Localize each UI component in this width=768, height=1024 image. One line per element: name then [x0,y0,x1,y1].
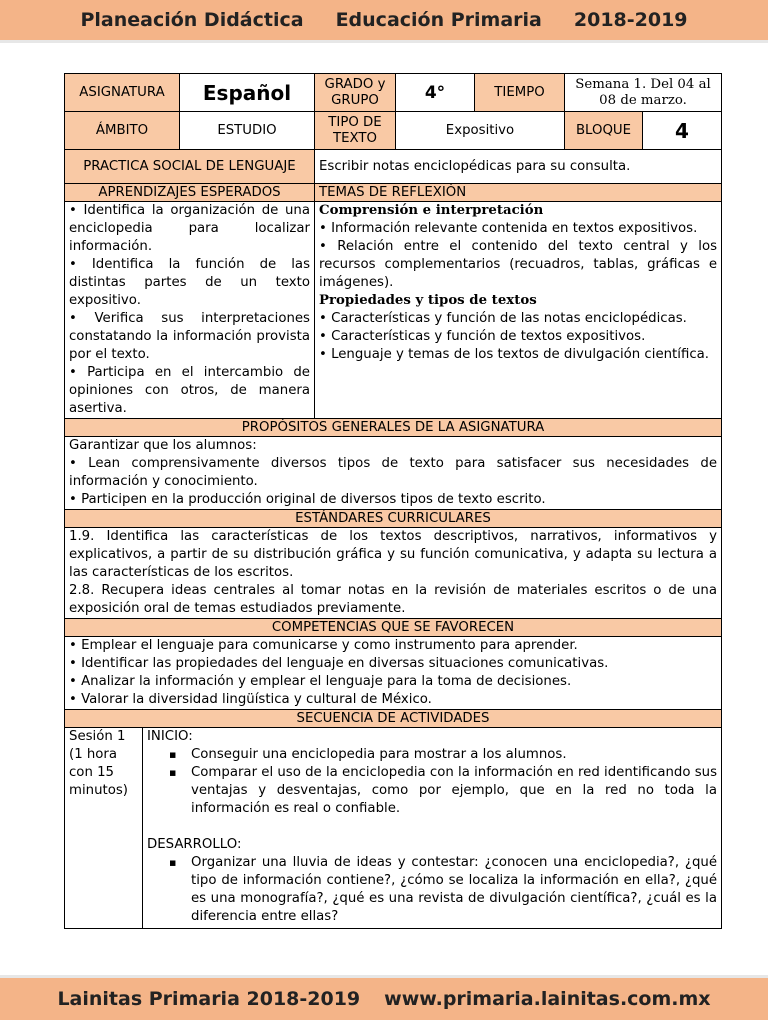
list-item: • Lenguaje y temas de los textos de divulgación científica. [319,347,710,362]
ambito-value: ESTUDIO [180,112,315,150]
list-item: • Relación entre el contenido del texto central y los recursos complementarios (recuadros, tablas, gráficas e imágenes). [319,239,718,290]
header-title: Planeación Didáctica [80,9,304,31]
header-level: Educación Primaria [335,9,542,31]
list-item: • Verifica sus interpretaciones constatando la información provista por el texto. [69,311,310,362]
inicio-label: INICIO: [147,729,193,744]
competencias-body [65,637,722,710]
list-item: 1.9. Identifica las características de los textos descriptivos, narrativos, informativos y explicativos, a partir de su distribución gráfica y su función comunicativa, y adapta su lectura a las características de los escritos. [69,529,718,580]
list-item: • Información relevante contenida en textos expositivos. [319,221,698,236]
list-item: ▪ Organizar una lluvia de ideas y contestar: ¿conocen una enciclopedia?, ¿qué tipo de información contiene?, ¿cómo se localiza la información en ella?, ¿qué es una monografía?, ¿qué es una revista de divulgación científica?, ¿cuál es la diferencia entre ellas? [191,854,717,926]
temas-list [315,202,722,419]
propositos-body [65,437,722,510]
grado-label: GRADO y GRUPO [315,74,396,112]
estandares-header: ESTÁNDARES CURRICULARES [65,510,722,528]
aprendizajes-list [65,202,315,419]
list-item: • Emplear el lenguaje para comunicarse y como instrumento para aprender. [69,638,578,653]
bloque-label: BLOQUE [565,112,643,150]
tiempo-label: TIEMPO [475,74,565,112]
list-item: Garantizar que los alumnos: [69,438,257,453]
list-item: • Identifica la función de las distintas partes de un texto expositivo. [69,257,310,308]
list-item: • Identificar las propiedades del lenguaje en diversas situaciones comunicativas. [69,656,609,671]
practica-label: PRACTICA SOCIAL DE LENGUAJE [65,150,315,184]
list-item: • Participa en el intercambio de opiniones con otros, de manera asertiva. [69,365,310,416]
list-item: • Características y función de las notas enciclopédicas. [319,311,687,326]
grado-value: 4° [396,74,475,112]
footer-url[interactable]: www.primaria.lainitas.com.mx [384,988,711,1010]
secuencia-body [143,728,722,929]
desarrollo-list [147,854,717,926]
list-item: • Identifica la organización de una enciclopedia para localizar información. [69,203,310,254]
planning-table [64,73,722,929]
footer-brand: Lainitas Primaria 2018-2019 [57,988,361,1010]
list-item: • Participen en la producción original de diversos tipos de texto escrito. [69,492,546,507]
sesion-label: Sesión 1 (1 hora con 15 minutos) [65,728,143,929]
aprendizajes-header: APRENDIZAJES ESPERADOS [65,184,315,202]
practica-value: Escribir notas enciclopédicas para su consulta. [315,150,722,184]
header-year: 2018-2019 [573,9,688,31]
propositos-header: PROPÓSITOS GENERALES DE LA ASIGNATURA [65,419,722,437]
inicio-list [147,746,717,818]
list-item: • Valorar la diversidad lingüística y cultural de México. [69,692,432,707]
temas-header: TEMAS DE REFLEXIÓN [315,184,722,202]
list-item: ▪ Conseguir una enciclopedia para mostrar a los alumnos. [191,746,717,764]
list-item: • Lean comprensivamente diversos tipos de texto para satisfacer sus necesidades de información y conocimiento. [69,456,718,489]
estandares-body [65,528,722,619]
bloque-value: 4 [643,112,722,150]
list-item: • Características y función de textos expositivos. [319,329,646,344]
tipo-value: Expositivo [396,112,565,150]
ambito-label: ÁMBITO [65,112,180,150]
competencias-header: COMPETENCIAS QUE SE FAVORECEN [65,619,722,637]
asignatura-label: ASIGNATURA [65,74,180,112]
tiempo-value: Semana 1. Del 04 al 08 de marzo. [565,74,722,112]
tipo-label: TIPO DE TEXTO [315,112,396,150]
temas-subheading: Comprensión e interpretación [319,203,544,218]
secuencia-header: SECUENCIA DE ACTIVIDADES [65,710,722,728]
asignatura-value: Español [180,74,315,112]
list-item: • Analizar la información y emplear el lenguaje para la toma de decisiones. [69,674,572,689]
desarrollo-label: DESARROLLO: [147,837,242,852]
list-item: 2.8. Recupera ideas centrales al tomar notas en la revisión de materiales escritos o de una exposición oral de temas estudiados previamente. [69,583,718,616]
temas-subheading: Propiedades y tipos de textos [319,293,537,308]
footer-banner [0,975,768,1020]
list-item: ▪ Comparar el uso de la enciclopedia con la información en red identificando sus ventajas y desventajas, como por ejemplo, que en la red no toda la información es real o confiable. [191,764,717,818]
header-banner [0,0,768,43]
